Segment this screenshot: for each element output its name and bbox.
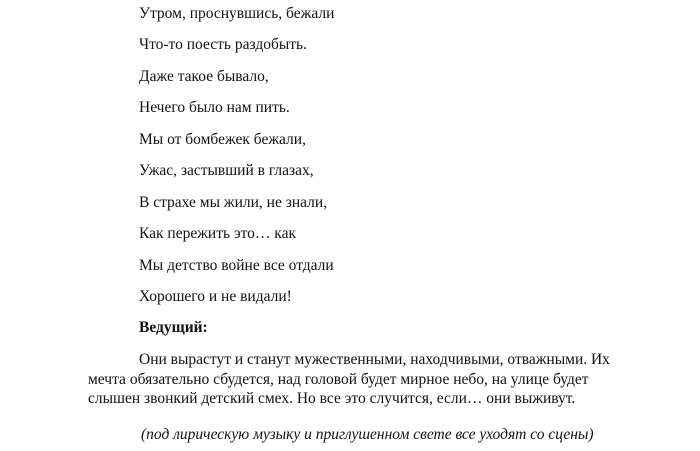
verse-line-7: В страхе мы жили, не знали, bbox=[139, 194, 328, 211]
verse-line-1: Утром, проснувшись, бежали bbox=[139, 5, 335, 22]
stage-direction: (под лирическую музыку и приглушенном свете все уходят со сцены) bbox=[141, 426, 594, 443]
verse-line-3: Даже такое бывало, bbox=[139, 68, 269, 85]
verse-line-8: Как пережить это… как bbox=[139, 225, 296, 242]
verse-line-9: Мы детство войне все отдали bbox=[139, 257, 334, 274]
paragraph-line: слышен звонкий детский смех. Но все это случится, если… они выживут. bbox=[88, 390, 576, 407]
paragraph-line: Они вырастут и станут мужественными, находчивыми, отважными. Их bbox=[139, 351, 610, 368]
verse-line-2: Что-то поесть раздобыть. bbox=[139, 36, 307, 53]
verse-line-10: Хорошего и не видали! bbox=[139, 288, 292, 305]
paragraph-line: мечта обязательно сбудется, над головой будет мирное небо, на улице будет bbox=[88, 370, 589, 388]
narration-paragraph bbox=[88, 350, 672, 409]
verse-line-6: Ужас, застывший в глазах, bbox=[139, 162, 314, 179]
verse-line-5: Мы от бомбежек бежали, bbox=[139, 131, 306, 148]
speaker-heading: Ведущий: bbox=[139, 319, 208, 336]
verse-line-4: Нечего было нам пить. bbox=[139, 99, 290, 116]
